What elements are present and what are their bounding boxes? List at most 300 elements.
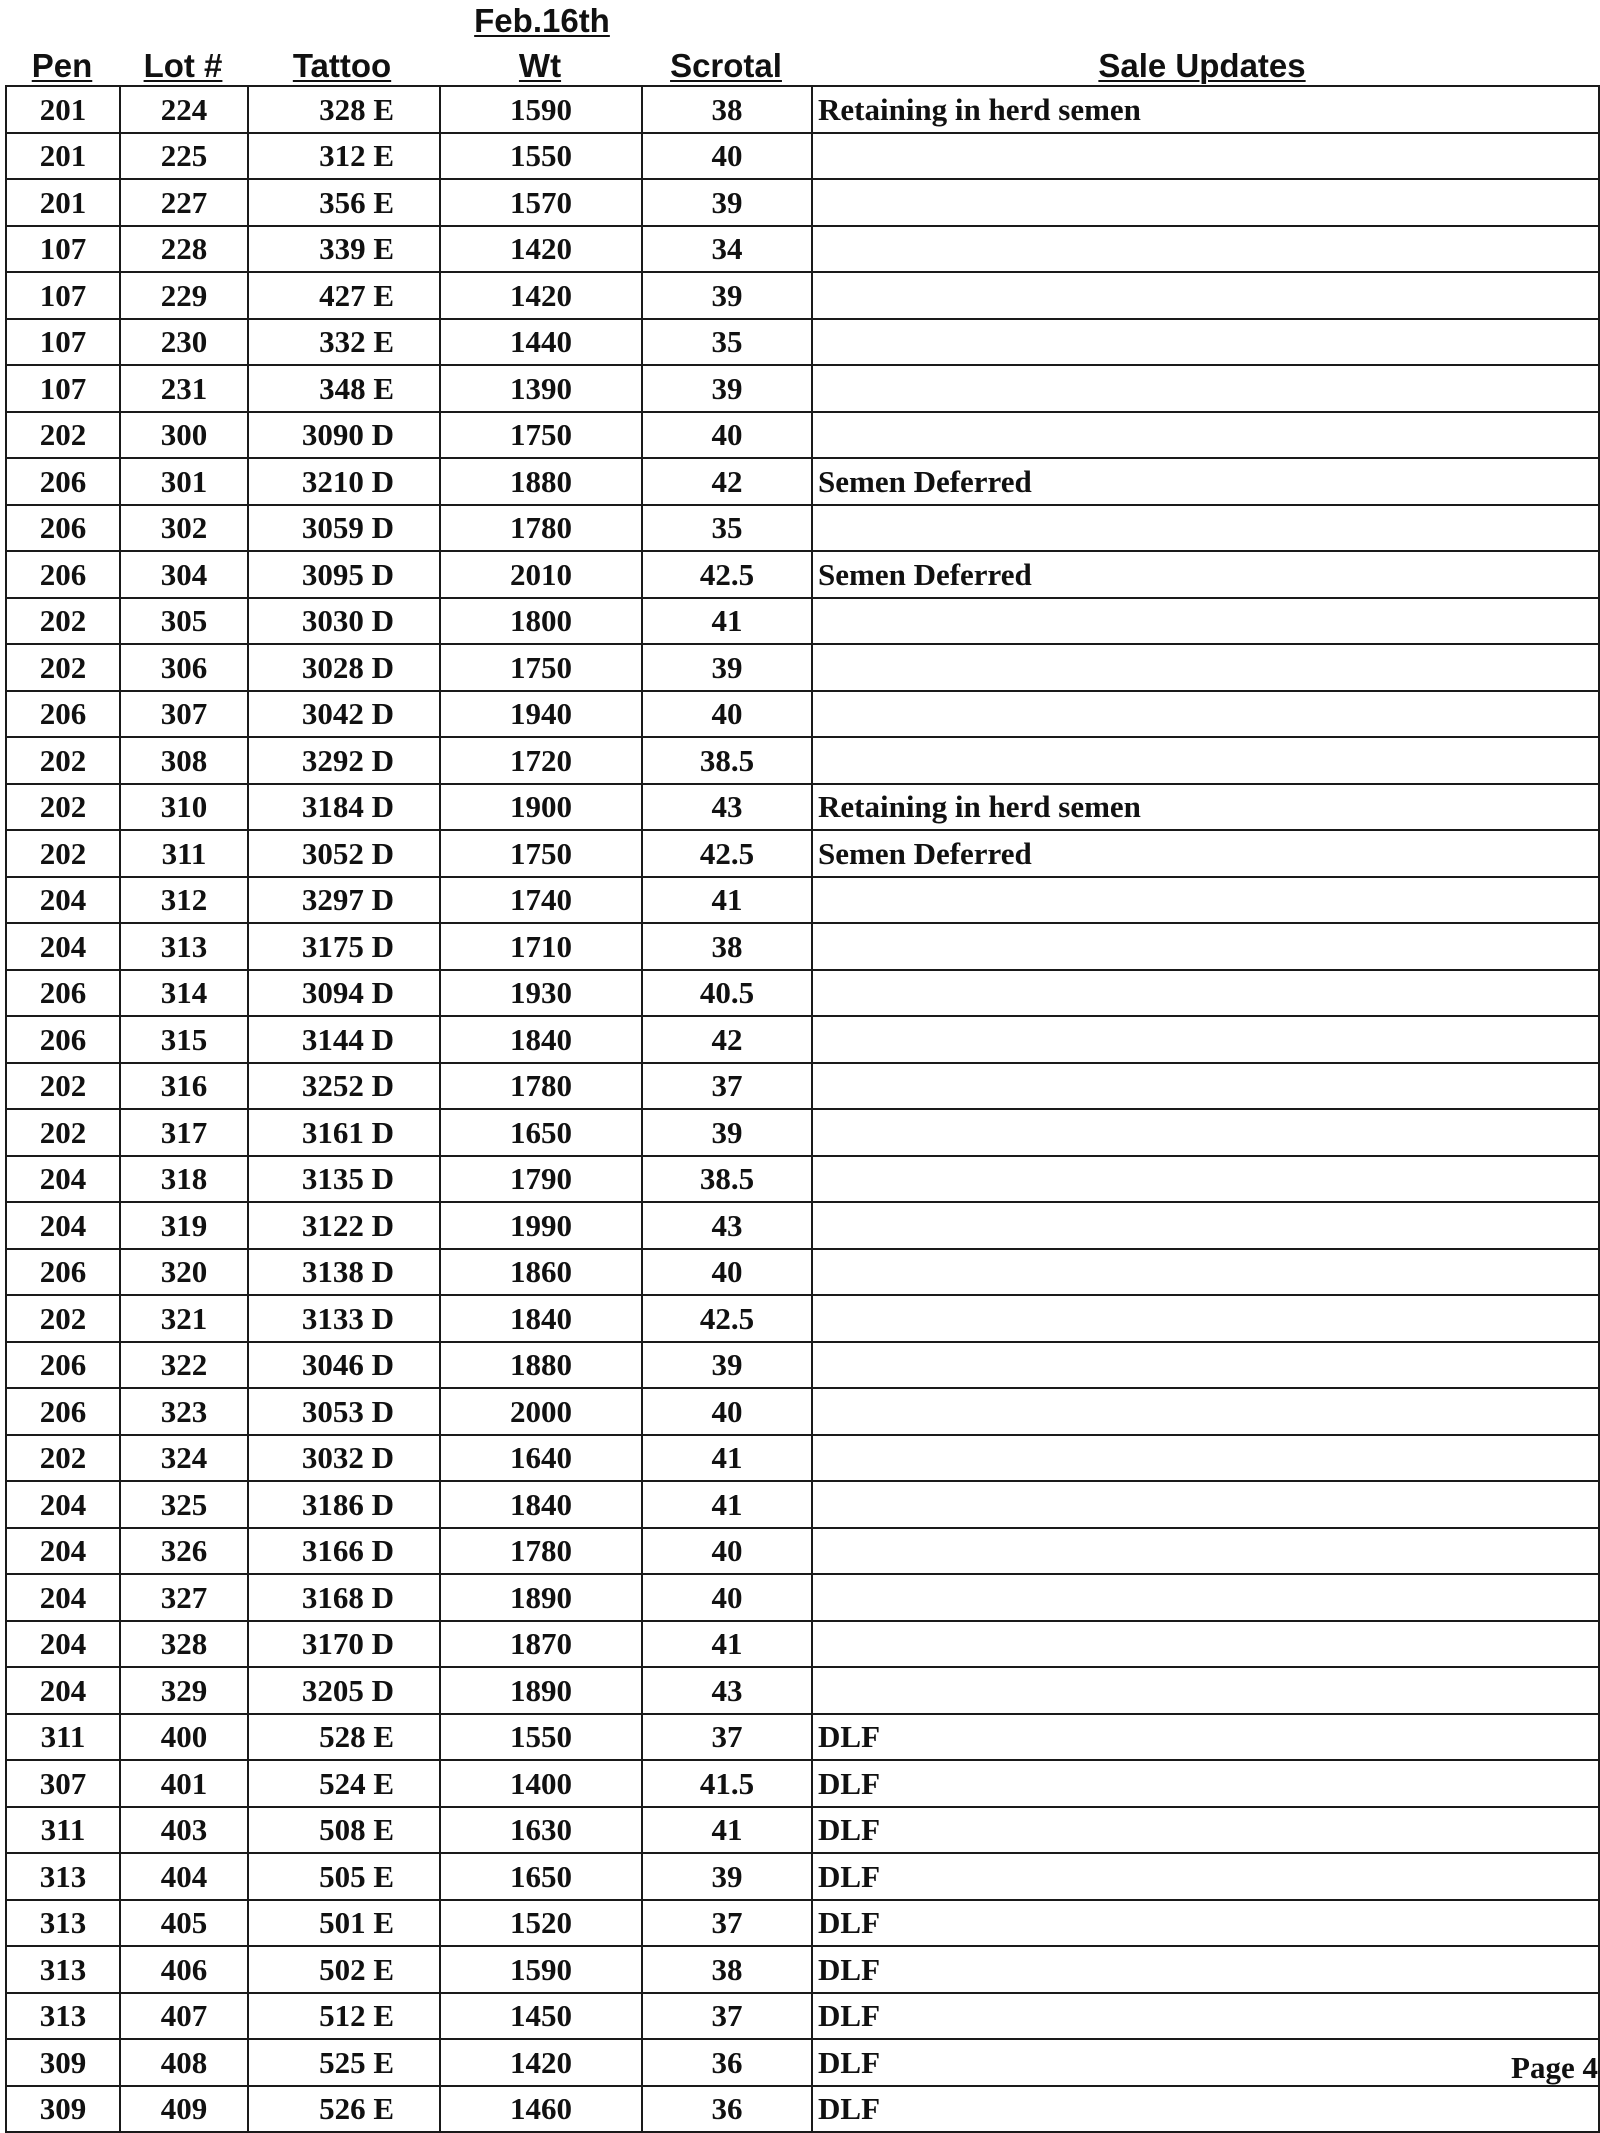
cell-lot: 318 [120,1156,248,1203]
cell-pen: 206 [6,1388,120,1435]
cell-scrotal: 39 [642,272,812,319]
cell-sale-update [812,319,1599,366]
cell-tattoo: 3052 D [248,830,440,877]
cell-pen: 206 [6,970,120,1017]
cell-lot: 225 [120,133,248,180]
cell-pen: 202 [6,830,120,877]
cell-weight: 1930 [440,970,642,1017]
cell-pen: 204 [6,923,120,970]
cell-sale-update: Semen Deferred [812,458,1599,505]
cell-scrotal: 38.5 [642,737,812,784]
cell-pen: 206 [6,505,120,552]
cell-pen: 202 [6,412,120,459]
cell-scrotal: 39 [642,1342,812,1389]
cell-scrotal: 40 [642,1388,812,1435]
cell-scrotal: 38 [642,86,812,133]
cell-weight: 1880 [440,458,642,505]
cell-sale-update [812,644,1599,691]
cell-scrotal: 38.5 [642,1156,812,1203]
cell-lot: 308 [120,737,248,784]
cell-weight: 1790 [440,1156,642,1203]
cell-tattoo: 3292 D [248,737,440,784]
table-row [6,133,1599,180]
cell-tattoo: 3122 D [248,1202,440,1249]
cell-weight: 1840 [440,1481,642,1528]
table-row [6,830,1599,877]
cell-sale-update: DLF [812,1760,1599,1807]
header-lot: Lot # [143,47,223,84]
cell-scrotal: 40 [642,1528,812,1575]
table-row [6,1574,1599,1621]
cell-pen: 204 [6,1202,120,1249]
cell-tattoo: 524 E [248,1760,440,1807]
table-row [6,1388,1599,1435]
cell-lot: 320 [120,1249,248,1296]
cell-tattoo: 508 E [248,1807,440,1854]
cell-sale-update [812,737,1599,784]
cell-lot: 227 [120,179,248,226]
cell-lot: 230 [120,319,248,366]
table-row [6,1714,1599,1761]
cell-tattoo: 328 E [248,86,440,133]
cell-weight: 1420 [440,2039,642,2086]
cell-lot: 315 [120,1016,248,1063]
header-sale-updates: Sale Updates [1098,47,1306,84]
cell-weight: 1720 [440,737,642,784]
cell-weight: 1840 [440,1295,642,1342]
cell-weight: 1550 [440,1714,642,1761]
cell-tattoo: 3138 D [248,1249,440,1296]
cell-lot: 322 [120,1342,248,1389]
cell-sale-update [812,1435,1599,1482]
cell-sale-update [812,1621,1599,1668]
cell-lot: 328 [120,1621,248,1668]
header-weigh-date: Feb.16th [474,2,610,39]
cell-sale-update [812,365,1599,412]
cell-pen: 107 [6,272,120,319]
cell-scrotal: 42.5 [642,1295,812,1342]
cell-scrotal: 38 [642,923,812,970]
cell-weight: 1550 [440,133,642,180]
cell-lot: 305 [120,598,248,645]
cell-pen: 202 [6,1109,120,1156]
cell-lot: 312 [120,877,248,924]
cell-pen: 313 [6,1993,120,2040]
table-row [6,1481,1599,1528]
cell-scrotal: 35 [642,505,812,552]
cell-pen: 313 [6,1946,120,1993]
cell-pen: 201 [6,133,120,180]
table-row [6,1156,1599,1203]
cell-sale-update: DLF [812,1807,1599,1854]
cell-scrotal: 39 [642,644,812,691]
table-row [6,1016,1599,1063]
cell-pen: 202 [6,784,120,831]
cell-pen: 202 [6,1063,120,1110]
cell-scrotal: 42.5 [642,551,812,598]
cell-pen: 311 [6,1714,120,1761]
cell-lot: 319 [120,1202,248,1249]
cell-pen: 311 [6,1807,120,1854]
cell-tattoo: 3090 D [248,412,440,459]
cell-pen: 204 [6,877,120,924]
cell-pen: 206 [6,1342,120,1389]
cell-sale-update [812,970,1599,1017]
cell-weight: 2010 [440,551,642,598]
cell-sale-update: Semen Deferred [812,551,1599,598]
table-row [6,737,1599,784]
cell-weight: 1400 [440,1760,642,1807]
cell-sale-update: DLF [812,1993,1599,2040]
cell-scrotal: 39 [642,179,812,226]
cell-weight: 1450 [440,1993,642,2040]
cell-sale-update: DLF [812,2039,1599,2086]
cell-sale-update [812,598,1599,645]
table-row [6,319,1599,366]
cell-tattoo: 512 E [248,1993,440,2040]
cell-scrotal: 40 [642,1249,812,1296]
cell-scrotal: 41 [642,1807,812,1854]
cell-pen: 206 [6,1249,120,1296]
cell-lot: 317 [120,1109,248,1156]
cell-sale-update: Retaining in herd semen [812,86,1599,133]
cell-tattoo: 3095 D [248,551,440,598]
cell-lot: 404 [120,1853,248,1900]
cell-pen: 313 [6,1900,120,1947]
header-pen: Pen [31,47,93,84]
cell-pen: 107 [6,365,120,412]
cell-pen: 204 [6,1156,120,1203]
cell-sale-update [812,133,1599,180]
cell-lot: 405 [120,1900,248,1947]
cell-sale-update [812,412,1599,459]
table-row [6,1202,1599,1249]
page-number: Page 4 [1511,2050,1598,2085]
cell-weight: 1570 [440,179,642,226]
table-row [6,179,1599,226]
cell-tattoo: 501 E [248,1900,440,1947]
table-row [6,226,1599,273]
cell-scrotal: 42 [642,1016,812,1063]
cell-sale-update: DLF [812,1714,1599,1761]
cell-tattoo: 3042 D [248,691,440,738]
cell-weight: 2000 [440,1388,642,1435]
table-row [6,1528,1599,1575]
cell-lot: 323 [120,1388,248,1435]
table-row [6,1249,1599,1296]
cell-sale-update [812,1481,1599,1528]
cell-pen: 202 [6,737,120,784]
cell-weight: 1800 [440,598,642,645]
cell-tattoo: 525 E [248,2039,440,2086]
cell-scrotal: 43 [642,784,812,831]
cell-lot: 403 [120,1807,248,1854]
cell-lot: 307 [120,691,248,738]
cell-lot: 300 [120,412,248,459]
cell-tattoo: 3144 D [248,1016,440,1063]
cell-weight: 1740 [440,877,642,924]
table-row [6,505,1599,552]
cell-lot: 325 [120,1481,248,1528]
cell-pen: 206 [6,458,120,505]
cell-scrotal: 40 [642,133,812,180]
cell-pen: 201 [6,86,120,133]
cell-scrotal: 39 [642,1853,812,1900]
cell-weight: 1990 [440,1202,642,1249]
table-row [6,1342,1599,1389]
table-row [6,2039,1599,2086]
table-row [6,86,1599,133]
cell-scrotal: 42.5 [642,830,812,877]
cell-tattoo: 356 E [248,179,440,226]
table-row [6,877,1599,924]
cell-tattoo: 332 E [248,319,440,366]
cell-tattoo: 3059 D [248,505,440,552]
table-row [6,970,1599,1017]
cell-weight: 1630 [440,1807,642,1854]
table-row [6,2086,1599,2133]
cell-scrotal: 39 [642,365,812,412]
cell-pen: 204 [6,1528,120,1575]
table-row [6,1853,1599,1900]
cell-lot: 321 [120,1295,248,1342]
cell-pen: 309 [6,2039,120,2086]
table-row [6,1621,1599,1668]
cell-weight: 1520 [440,1900,642,1947]
cell-lot: 306 [120,644,248,691]
cell-tattoo: 526 E [248,2086,440,2133]
cell-tattoo: 3252 D [248,1063,440,1110]
cell-sale-update [812,1528,1599,1575]
cell-weight: 1460 [440,2086,642,2133]
cell-scrotal: 39 [642,1109,812,1156]
cell-lot: 302 [120,505,248,552]
cell-tattoo: 3053 D [248,1388,440,1435]
cell-sale-update: DLF [812,1946,1599,1993]
cell-pen: 204 [6,1667,120,1714]
table-row [6,1993,1599,2040]
cell-tattoo: 3184 D [248,784,440,831]
cell-sale-update [812,1667,1599,1714]
cell-sale-update: Retaining in herd semen [812,784,1599,831]
cell-scrotal: 40.5 [642,970,812,1017]
cell-sale-update [812,1249,1599,1296]
cell-tattoo: 3166 D [248,1528,440,1575]
cell-scrotal: 41 [642,1435,812,1482]
cell-sale-update [812,1156,1599,1203]
cell-lot: 228 [120,226,248,273]
cell-tattoo: 3133 D [248,1295,440,1342]
cell-sale-update: DLF [812,1900,1599,1947]
table-row [6,551,1599,598]
cell-tattoo: 505 E [248,1853,440,1900]
cell-tattoo: 427 E [248,272,440,319]
cell-sale-update [812,1342,1599,1389]
cell-lot: 310 [120,784,248,831]
cell-weight: 1750 [440,644,642,691]
cell-sale-update [812,1016,1599,1063]
cell-sale-update [812,1388,1599,1435]
cell-sale-update [812,691,1599,738]
cell-pen: 204 [6,1621,120,1668]
cell-tattoo: 3210 D [248,458,440,505]
cell-sale-update [812,272,1599,319]
cell-pen: 307 [6,1760,120,1807]
cell-tattoo: 3205 D [248,1667,440,1714]
cell-weight: 1860 [440,1249,642,1296]
cell-weight: 1900 [440,784,642,831]
cell-scrotal: 41 [642,1621,812,1668]
cell-scrotal: 37 [642,1063,812,1110]
cell-pen: 204 [6,1481,120,1528]
table-row [6,1063,1599,1110]
cell-lot: 406 [120,1946,248,1993]
cell-scrotal: 41 [642,598,812,645]
table-row [6,1807,1599,1854]
cell-scrotal: 38 [642,1946,812,1993]
cell-lot: 401 [120,1760,248,1807]
cell-weight: 1880 [440,1342,642,1389]
cell-sale-update: Semen Deferred [812,830,1599,877]
cell-weight: 1390 [440,365,642,412]
cell-weight: 1890 [440,1667,642,1714]
sale-table-body [6,86,1599,2132]
cell-tattoo: 312 E [248,133,440,180]
cell-scrotal: 41 [642,877,812,924]
cell-lot: 326 [120,1528,248,1575]
table-row [6,272,1599,319]
cell-lot: 324 [120,1435,248,1482]
cell-sale-update [812,226,1599,273]
cell-weight: 1750 [440,412,642,459]
cell-pen: 206 [6,551,120,598]
cell-weight: 1870 [440,1621,642,1668]
cell-scrotal: 41.5 [642,1760,812,1807]
cell-sale-update [812,505,1599,552]
cell-lot: 327 [120,1574,248,1621]
cell-pen: 201 [6,179,120,226]
cell-pen: 204 [6,1574,120,1621]
cell-scrotal: 43 [642,1202,812,1249]
table-row [6,1667,1599,1714]
cell-lot: 313 [120,923,248,970]
cell-lot: 311 [120,830,248,877]
cell-tattoo: 502 E [248,1946,440,1993]
cell-scrotal: 37 [642,1714,812,1761]
table-row [6,1760,1599,1807]
cell-weight: 1590 [440,1946,642,1993]
cell-lot: 316 [120,1063,248,1110]
cell-sale-update [812,179,1599,226]
cell-pen: 202 [6,644,120,691]
cell-weight: 1420 [440,272,642,319]
cell-tattoo: 3030 D [248,598,440,645]
cell-pen: 206 [6,1016,120,1063]
cell-weight: 1890 [440,1574,642,1621]
cell-tattoo: 3028 D [248,644,440,691]
cell-sale-update [812,1295,1599,1342]
cell-lot: 314 [120,970,248,1017]
cell-pen: 202 [6,1295,120,1342]
cell-tattoo: 3046 D [248,1342,440,1389]
cell-scrotal: 37 [642,1900,812,1947]
cell-lot: 229 [120,272,248,319]
cell-lot: 408 [120,2039,248,2086]
cell-lot: 409 [120,2086,248,2133]
cell-lot: 304 [120,551,248,598]
cell-sale-update [812,1574,1599,1621]
cell-scrotal: 35 [642,319,812,366]
table-row [6,644,1599,691]
cell-scrotal: 40 [642,691,812,738]
cell-lot: 231 [120,365,248,412]
cell-pen: 202 [6,1435,120,1482]
table-row [6,1109,1599,1156]
table-row [6,784,1599,831]
cell-tattoo: 3032 D [248,1435,440,1482]
cell-weight: 1750 [440,830,642,877]
cell-weight: 1840 [440,1016,642,1063]
cell-weight: 1940 [440,691,642,738]
cell-pen: 206 [6,691,120,738]
sale-table [5,85,1600,2133]
cell-tattoo: 339 E [248,226,440,273]
cell-sale-update: DLF [812,2086,1599,2133]
cell-pen: 313 [6,1853,120,1900]
cell-lot: 400 [120,1714,248,1761]
cell-weight: 1650 [440,1109,642,1156]
cell-tattoo: 3135 D [248,1156,440,1203]
table-row [6,1946,1599,1993]
cell-lot: 301 [120,458,248,505]
cell-sale-update [812,1063,1599,1110]
cell-tattoo: 3161 D [248,1109,440,1156]
cell-scrotal: 34 [642,226,812,273]
cell-weight: 1780 [440,1528,642,1575]
table-row [6,1900,1599,1947]
cell-scrotal: 42 [642,458,812,505]
cell-pen: 107 [6,319,120,366]
header-tattoo: Tattoo [292,47,392,84]
cell-tattoo: 3186 D [248,1481,440,1528]
cell-weight: 1780 [440,1063,642,1110]
cell-scrotal: 36 [642,2086,812,2133]
cell-scrotal: 36 [642,2039,812,2086]
cell-scrotal: 40 [642,1574,812,1621]
cell-tattoo: 3168 D [248,1574,440,1621]
cell-pen: 309 [6,2086,120,2133]
table-row [6,1435,1599,1482]
cell-tattoo: 528 E [248,1714,440,1761]
cell-weight: 1420 [440,226,642,273]
cell-tattoo: 3170 D [248,1621,440,1668]
table-row [6,365,1599,412]
cell-sale-update: DLF [812,1853,1599,1900]
cell-sale-update [812,877,1599,924]
cell-tattoo: 3175 D [248,923,440,970]
cell-weight: 1640 [440,1435,642,1482]
cell-weight: 1710 [440,923,642,970]
cell-weight: 1590 [440,86,642,133]
table-row [6,923,1599,970]
cell-pen: 107 [6,226,120,273]
cell-scrotal: 43 [642,1667,812,1714]
cell-tattoo: 3094 D [248,970,440,1017]
cell-sale-update [812,923,1599,970]
table-row [6,412,1599,459]
cell-scrotal: 41 [642,1481,812,1528]
table-row [6,598,1599,645]
